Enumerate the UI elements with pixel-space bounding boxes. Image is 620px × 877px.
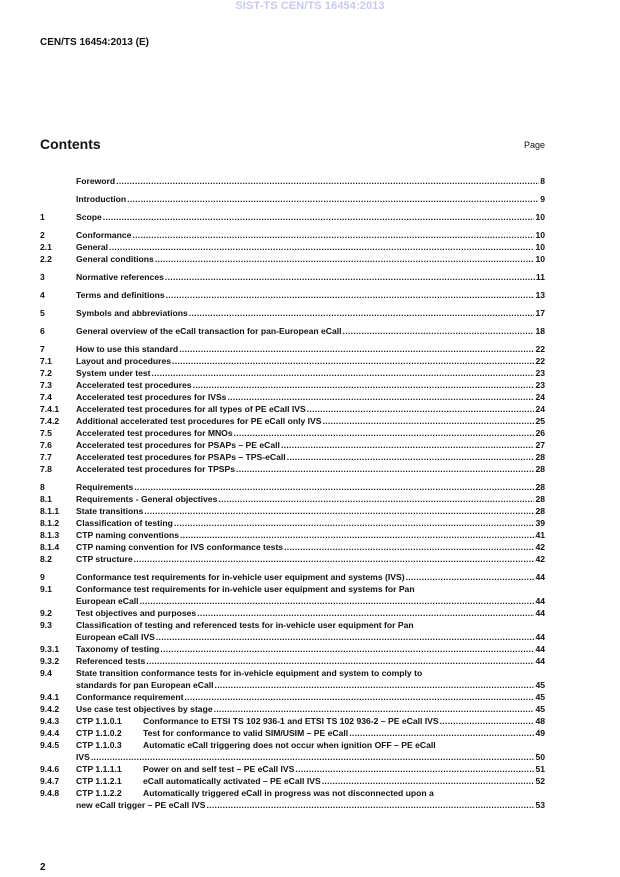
table-of-contents <box>40 175 545 811</box>
toc-page-number[interactable]: 26 <box>535 428 545 438</box>
dot-leader <box>189 307 535 319</box>
toc-entry[interactable] <box>40 229 545 241</box>
toc-section-number: 2.1 <box>40 242 52 252</box>
toc-section-number: 9.4.4 <box>40 728 60 738</box>
toc-ctp-id: CTP 1.1.0.3 <box>76 740 122 750</box>
toc-line <box>40 517 545 529</box>
dot-leader <box>349 727 534 739</box>
toc-line <box>40 691 545 703</box>
toc-section-number: 7.1 <box>40 356 52 366</box>
toc-title[interactable]: Accelerated test procedures for TPSPs <box>76 464 236 474</box>
toc-line <box>40 595 545 607</box>
toc-line <box>40 703 545 715</box>
toc-entry[interactable] <box>40 715 545 727</box>
toc-title[interactable]: Accelerated test procedures for all types of PE eCall IVS <box>76 404 306 414</box>
toc-page-number[interactable]: 22 <box>535 344 545 354</box>
toc-section-number: 9.4.8 <box>40 788 60 798</box>
toc-section-number: 7 <box>40 344 45 354</box>
toc-page-number[interactable]: 39 <box>535 518 545 528</box>
toc-line <box>40 775 545 787</box>
dot-leader <box>166 289 535 301</box>
toc-line <box>40 679 545 691</box>
toc-title[interactable]: CTP naming convention for IVS conformance tests <box>76 542 284 552</box>
toc-line <box>40 211 545 223</box>
toc-page-number[interactable]: 45 <box>535 680 545 690</box>
toc-title[interactable]: Referenced tests <box>76 656 146 666</box>
document-id-header: CEN/TS 16454:2013 (E) <box>40 37 149 48</box>
dot-leader <box>103 211 535 223</box>
toc-section-number: 9.4.3 <box>40 716 60 726</box>
toc-entry[interactable] <box>40 451 545 463</box>
dot-leader <box>307 403 535 415</box>
toc-section-number: 7.8 <box>40 464 52 474</box>
toc-entry[interactable] <box>40 211 545 223</box>
dot-leader <box>109 241 534 253</box>
toc-section-number: 9.3.2 <box>40 656 60 666</box>
dot-leader <box>127 193 539 205</box>
toc-page-number[interactable]: 41 <box>535 530 545 540</box>
toc-page-number[interactable]: 50 <box>535 752 545 762</box>
toc-page-number[interactable]: 17 <box>535 308 545 318</box>
toc-entry[interactable] <box>40 307 545 319</box>
toc-title[interactable]: Accelerated test procedures for PSAPs – TPS-eCall <box>76 452 286 462</box>
dot-leader <box>284 541 534 553</box>
toc-line <box>40 607 545 619</box>
toc-entry[interactable] <box>40 403 545 415</box>
toc-section-number: 8 <box>40 482 45 492</box>
toc-section-number: 9.4.2 <box>40 704 60 714</box>
toc-title[interactable]: Terms and definitions <box>76 290 165 300</box>
toc-title[interactable]: CTP naming conventions <box>76 530 179 540</box>
dot-leader <box>227 391 534 403</box>
toc-group <box>40 289 545 301</box>
toc-title[interactable]: European eCall IVS <box>76 632 155 642</box>
toc-entry[interactable] <box>40 463 545 475</box>
toc-title[interactable]: IVS <box>76 752 90 762</box>
dot-leader <box>91 751 535 763</box>
toc-title[interactable]: Taxonomy of testing <box>76 644 160 654</box>
toc-title[interactable]: Test objectives and purposes <box>76 608 197 618</box>
toc-title[interactable]: General conditions <box>76 254 154 264</box>
toc-entry[interactable] <box>40 355 545 367</box>
dot-leader <box>214 703 535 715</box>
toc-ctp-id: CTP 1.1.0.1 <box>76 716 122 726</box>
toc-line <box>40 751 545 763</box>
contents-heading: Contents <box>40 136 101 152</box>
dot-leader <box>295 763 534 775</box>
toc-section-number: 8.1.2 <box>40 518 60 528</box>
toc-page-number[interactable]: 10 <box>535 230 545 240</box>
toc-ctp-id: CTP 1.1.0.2 <box>76 728 122 738</box>
toc-entry[interactable] <box>40 391 545 403</box>
toc-group <box>40 229 545 265</box>
dot-leader <box>165 271 535 283</box>
toc-entry[interactable] <box>40 241 545 253</box>
dot-leader <box>134 481 534 493</box>
toc-section-number: 9.1 <box>40 584 52 594</box>
toc-line <box>40 289 545 301</box>
toc-title[interactable]: Accelerated test procedures for IVSs <box>76 392 227 402</box>
toc-entry[interactable] <box>40 667 545 691</box>
toc-line <box>40 667 545 679</box>
toc-entry[interactable] <box>40 193 545 205</box>
dot-leader <box>146 655 534 667</box>
page-number: 2 <box>40 862 46 873</box>
toc-section-number: 8.1.3 <box>40 530 60 540</box>
toc-line <box>40 325 545 337</box>
toc-page-number[interactable]: 44 <box>535 572 545 582</box>
toc-ctp-id: CTP 1.1.2.1 <box>76 776 122 786</box>
toc-line <box>40 343 545 355</box>
toc-title[interactable]: Conformance test requirements for in-vehicle user equipment and systems (IVS) <box>76 572 405 582</box>
toc-section-number: 1 <box>40 212 45 222</box>
toc-entry[interactable] <box>40 571 545 583</box>
toc-title[interactable]: Additional accelerated test procedures for PE eCall only IVS <box>76 416 322 426</box>
toc-entry[interactable] <box>40 703 545 715</box>
toc-title[interactable]: How to use this standard <box>76 344 179 354</box>
toc-title[interactable]: Conformance requirement <box>76 692 184 702</box>
toc-title[interactable]: eCall automatically activated – PE eCall IVS <box>143 776 321 786</box>
toc-entry[interactable] <box>40 415 545 427</box>
toc-entry[interactable] <box>40 175 545 187</box>
toc-title[interactable]: State transition conformance tests for in-vehicle equipment and system to comply to <box>76 668 423 678</box>
toc-page-number[interactable]: 25 <box>535 416 545 426</box>
toc-page-number[interactable]: 24 <box>535 404 545 414</box>
dot-leader <box>215 679 535 691</box>
toc-line <box>40 529 545 541</box>
dot-leader <box>144 505 534 517</box>
dot-leader <box>152 367 535 379</box>
toc-group <box>40 193 545 205</box>
dot-leader <box>160 643 534 655</box>
toc-page-number[interactable]: 53 <box>535 800 545 810</box>
toc-title[interactable]: Power on and self test – PE eCall IVS <box>143 764 295 774</box>
dot-leader <box>236 463 534 475</box>
toc-entry[interactable] <box>40 379 545 391</box>
toc-group <box>40 481 545 565</box>
toc-entry[interactable] <box>40 529 545 541</box>
toc-section-number: 9.2 <box>40 608 52 618</box>
toc-page-number[interactable]: 28 <box>535 506 545 516</box>
toc-line <box>40 541 545 553</box>
toc-section-number: 7.3 <box>40 380 52 390</box>
dot-leader <box>322 415 534 427</box>
toc-section-number: 7.4.2 <box>40 416 60 426</box>
toc-line <box>40 355 545 367</box>
toc-page-number[interactable]: 10 <box>535 254 545 264</box>
toc-section-number: 7.6 <box>40 440 52 450</box>
toc-entry[interactable] <box>40 343 545 355</box>
toc-section-number: 4 <box>40 290 45 300</box>
toc-entry[interactable] <box>40 619 545 643</box>
toc-line <box>40 367 545 379</box>
toc-title[interactable]: Classification of testing <box>76 518 173 528</box>
toc-entry[interactable] <box>40 505 545 517</box>
toc-line <box>40 739 545 751</box>
toc-entry[interactable] <box>40 739 545 763</box>
toc-title[interactable]: General <box>76 242 109 252</box>
toc-section-number: 9.3 <box>40 620 52 630</box>
toc-entry[interactable] <box>40 253 545 265</box>
toc-section-number: 6 <box>40 326 45 336</box>
toc-page-number[interactable]: 10 <box>535 242 545 252</box>
toc-page-number[interactable]: 8 <box>540 176 545 186</box>
toc-page-number[interactable]: 44 <box>535 632 545 642</box>
toc-group <box>40 571 545 811</box>
page-column-label: Page <box>523 140 545 150</box>
toc-section-number: 3 <box>40 272 45 282</box>
dot-leader <box>172 355 534 367</box>
toc-entry[interactable] <box>40 517 545 529</box>
toc-section-number: 8.1 <box>40 494 52 504</box>
toc-title[interactable]: Layout and procedures <box>76 356 172 366</box>
dot-leader <box>197 607 534 619</box>
dot-leader <box>180 529 534 541</box>
toc-section-number: 9.3.1 <box>40 644 60 654</box>
toc-entry[interactable] <box>40 655 545 667</box>
toc-section-number: 8.2 <box>40 554 52 564</box>
toc-line <box>40 271 545 283</box>
dot-leader <box>234 427 535 439</box>
toc-line <box>40 799 545 811</box>
toc-line <box>40 379 545 391</box>
toc-group <box>40 343 545 475</box>
toc-page-number[interactable]: 13 <box>535 290 545 300</box>
toc-entry[interactable] <box>40 691 545 703</box>
toc-title[interactable]: Requirements <box>76 482 134 492</box>
toc-section-number <box>40 193 76 205</box>
toc-section-number: 2 <box>40 230 45 240</box>
dot-leader <box>174 517 535 529</box>
dot-leader <box>132 229 534 241</box>
toc-entry[interactable] <box>40 763 545 775</box>
toc-line <box>40 583 545 595</box>
toc-section-number: 5 <box>40 308 45 318</box>
toc-line <box>40 619 545 631</box>
toc-page-number[interactable]: 42 <box>535 542 545 552</box>
dot-leader <box>281 439 534 451</box>
toc-line <box>40 439 545 451</box>
toc-line <box>40 241 545 253</box>
toc-title[interactable]: CTP structure <box>76 554 133 564</box>
toc-page-number[interactable]: 28 <box>535 482 545 492</box>
toc-title[interactable]: Symbols and abbreviations <box>76 308 188 318</box>
toc-section-number: 8.1.4 <box>40 542 60 552</box>
indent <box>40 799 76 811</box>
toc-line <box>40 229 545 241</box>
toc-entry[interactable] <box>40 643 545 655</box>
toc-line <box>40 505 545 517</box>
dot-leader <box>179 343 534 355</box>
toc-title[interactable]: State transitions <box>76 506 144 516</box>
toc-entry[interactable] <box>40 325 545 337</box>
toc-section-number: 7.4 <box>40 392 52 402</box>
toc-section-number: 7.7 <box>40 452 52 462</box>
toc-ctp-id: CTP 1.1.1.1 <box>76 764 122 774</box>
toc-entry[interactable] <box>40 607 545 619</box>
toc-page-number[interactable]: 28 <box>535 452 545 462</box>
toc-title[interactable]: General overview of the eCall transaction for pan-European eCall <box>76 326 342 336</box>
toc-title[interactable]: Conformance <box>76 230 132 240</box>
toc-section-number: 7.2 <box>40 368 52 378</box>
toc-line <box>40 175 545 187</box>
toc-entry[interactable] <box>40 367 545 379</box>
toc-line <box>40 727 545 739</box>
dot-leader <box>322 775 535 787</box>
toc-page-number[interactable]: 28 <box>535 494 545 504</box>
toc-page-number[interactable]: 42 <box>535 554 545 564</box>
toc-section-number: 9.4 <box>40 668 52 678</box>
toc-line <box>40 763 545 775</box>
toc-page-number[interactable]: 48 <box>535 716 545 726</box>
toc-section-number: 9.4.5 <box>40 740 60 750</box>
toc-page-number[interactable]: 9 <box>540 194 545 204</box>
toc-entry[interactable] <box>40 787 545 811</box>
toc-group <box>40 307 545 319</box>
dot-leader <box>406 571 535 583</box>
toc-section-number: 7.4.1 <box>40 404 60 414</box>
toc-title[interactable]: Accelerated test procedures for PSAPs – PE eCall <box>76 440 280 450</box>
toc-page-number[interactable]: 10 <box>535 212 545 222</box>
toc-line <box>40 451 545 463</box>
toc-page-number[interactable]: 44 <box>535 596 545 606</box>
toc-title[interactable]: System under test <box>76 368 151 378</box>
dot-leader <box>193 379 535 391</box>
toc-line <box>40 427 545 439</box>
toc-line <box>40 493 545 505</box>
toc-section-number <box>40 175 76 187</box>
toc-ctp-id: CTP 1.1.2.2 <box>76 788 122 798</box>
toc-page-number[interactable]: 44 <box>535 608 545 618</box>
toc-title[interactable]: Accelerated test procedures <box>76 380 192 390</box>
dot-leader <box>155 253 535 265</box>
toc-line <box>40 307 545 319</box>
indent <box>40 595 76 607</box>
toc-entry[interactable] <box>40 727 545 739</box>
toc-line <box>40 655 545 667</box>
toc-line <box>40 253 545 265</box>
toc-line <box>40 715 545 727</box>
toc-section-number: 2.2 <box>40 254 52 264</box>
toc-title[interactable]: Conformance to ETSI TS 102 936-1 and ETSI TS 102 936-2 – PE eCall IVS <box>143 716 439 726</box>
toc-title[interactable]: Scope <box>76 212 102 222</box>
toc-line <box>40 193 545 205</box>
toc-entry[interactable] <box>40 553 545 565</box>
toc-entry[interactable] <box>40 271 545 283</box>
toc-title[interactable]: Requirements - General objectives <box>76 494 218 504</box>
toc-entry[interactable] <box>40 481 545 493</box>
toc-line <box>40 787 545 799</box>
toc-line <box>40 481 545 493</box>
toc-title[interactable]: Automatically triggered eCall in progress was not disconnected upon a <box>143 788 434 798</box>
dot-leader <box>156 631 535 643</box>
toc-entry[interactable] <box>40 775 545 787</box>
toc-section-number: 9.4.1 <box>40 692 60 702</box>
toc-page-number[interactable]: 44 <box>535 644 545 654</box>
toc-group <box>40 325 545 337</box>
dot-leader <box>218 493 534 505</box>
dot-leader <box>116 175 539 187</box>
toc-title[interactable]: Use case test objectives by stage <box>76 704 213 714</box>
toc-section-number: 7.5 <box>40 428 52 438</box>
dot-leader <box>287 451 535 463</box>
toc-page-number[interactable]: 23 <box>535 368 545 378</box>
toc-entry[interactable] <box>40 583 545 607</box>
toc-entry[interactable] <box>40 427 545 439</box>
toc-title[interactable]: Foreword <box>76 176 116 186</box>
toc-section-number: 8.1.1 <box>40 506 60 516</box>
toc-page-number[interactable]: 44 <box>535 656 545 666</box>
toc-page-number[interactable]: 23 <box>535 380 545 390</box>
toc-line <box>40 463 545 475</box>
toc-line <box>40 553 545 565</box>
dot-leader <box>343 325 535 337</box>
toc-page-number[interactable]: 45 <box>535 704 545 714</box>
toc-title[interactable]: Normative references <box>76 272 164 282</box>
toc-title[interactable]: Classification of testing and referenced tests for in-vehicle user equipment for Pan <box>76 620 414 630</box>
toc-title[interactable]: Accelerated test procedures for MNOs <box>76 428 233 438</box>
toc-page-number[interactable]: 11 <box>535 272 545 282</box>
toc-entry[interactable] <box>40 289 545 301</box>
toc-title[interactable]: new eCall trigger – PE eCall IVS <box>76 800 206 810</box>
dot-leader <box>140 595 535 607</box>
toc-line <box>40 415 545 427</box>
toc-page-number[interactable]: 51 <box>535 764 545 774</box>
toc-line <box>40 643 545 655</box>
toc-title[interactable]: European eCall <box>76 596 139 606</box>
watermark: SIST-TS CEN/TS 16454:2013 <box>235 0 385 12</box>
toc-line <box>40 631 545 643</box>
toc-page-number[interactable]: 45 <box>535 692 545 702</box>
dot-leader <box>134 553 535 565</box>
toc-entry[interactable] <box>40 439 545 451</box>
toc-page-number[interactable]: 28 <box>535 464 545 474</box>
toc-title[interactable]: Introduction <box>76 194 127 204</box>
toc-line <box>40 391 545 403</box>
toc-page-number[interactable]: 49 <box>535 728 545 738</box>
indent <box>40 751 76 763</box>
toc-page-number[interactable]: 52 <box>535 776 545 786</box>
toc-section-number: 9.4.7 <box>40 776 60 786</box>
toc-line <box>40 403 545 415</box>
toc-page-number[interactable]: 22 <box>535 356 545 366</box>
toc-section-number: 9.4.6 <box>40 764 60 774</box>
indent <box>40 631 76 643</box>
toc-entry[interactable] <box>40 541 545 553</box>
toc-group <box>40 211 545 223</box>
toc-title[interactable]: Automatic eCall triggering does not occur when ignition OFF – PE eCall <box>143 740 436 750</box>
toc-group <box>40 271 545 283</box>
toc-page-number[interactable]: 18 <box>535 326 545 336</box>
dot-leader <box>206 799 534 811</box>
toc-line <box>40 571 545 583</box>
toc-entry[interactable] <box>40 493 545 505</box>
indent <box>40 679 76 691</box>
dot-leader <box>440 715 535 727</box>
toc-title[interactable]: Test for conformance to valid SIM/USIM – PE eCall <box>143 728 349 738</box>
toc-group <box>40 175 545 187</box>
toc-page-number[interactable]: 24 <box>535 392 545 402</box>
toc-page-number[interactable]: 27 <box>535 440 545 450</box>
toc-title[interactable]: standards for pan European eCall <box>76 680 214 690</box>
dot-leader <box>184 691 534 703</box>
toc-title[interactable]: Conformance test requirements for in-vehicle user equipment and systems for Pan <box>76 584 415 594</box>
toc-section-number: 9 <box>40 572 45 582</box>
